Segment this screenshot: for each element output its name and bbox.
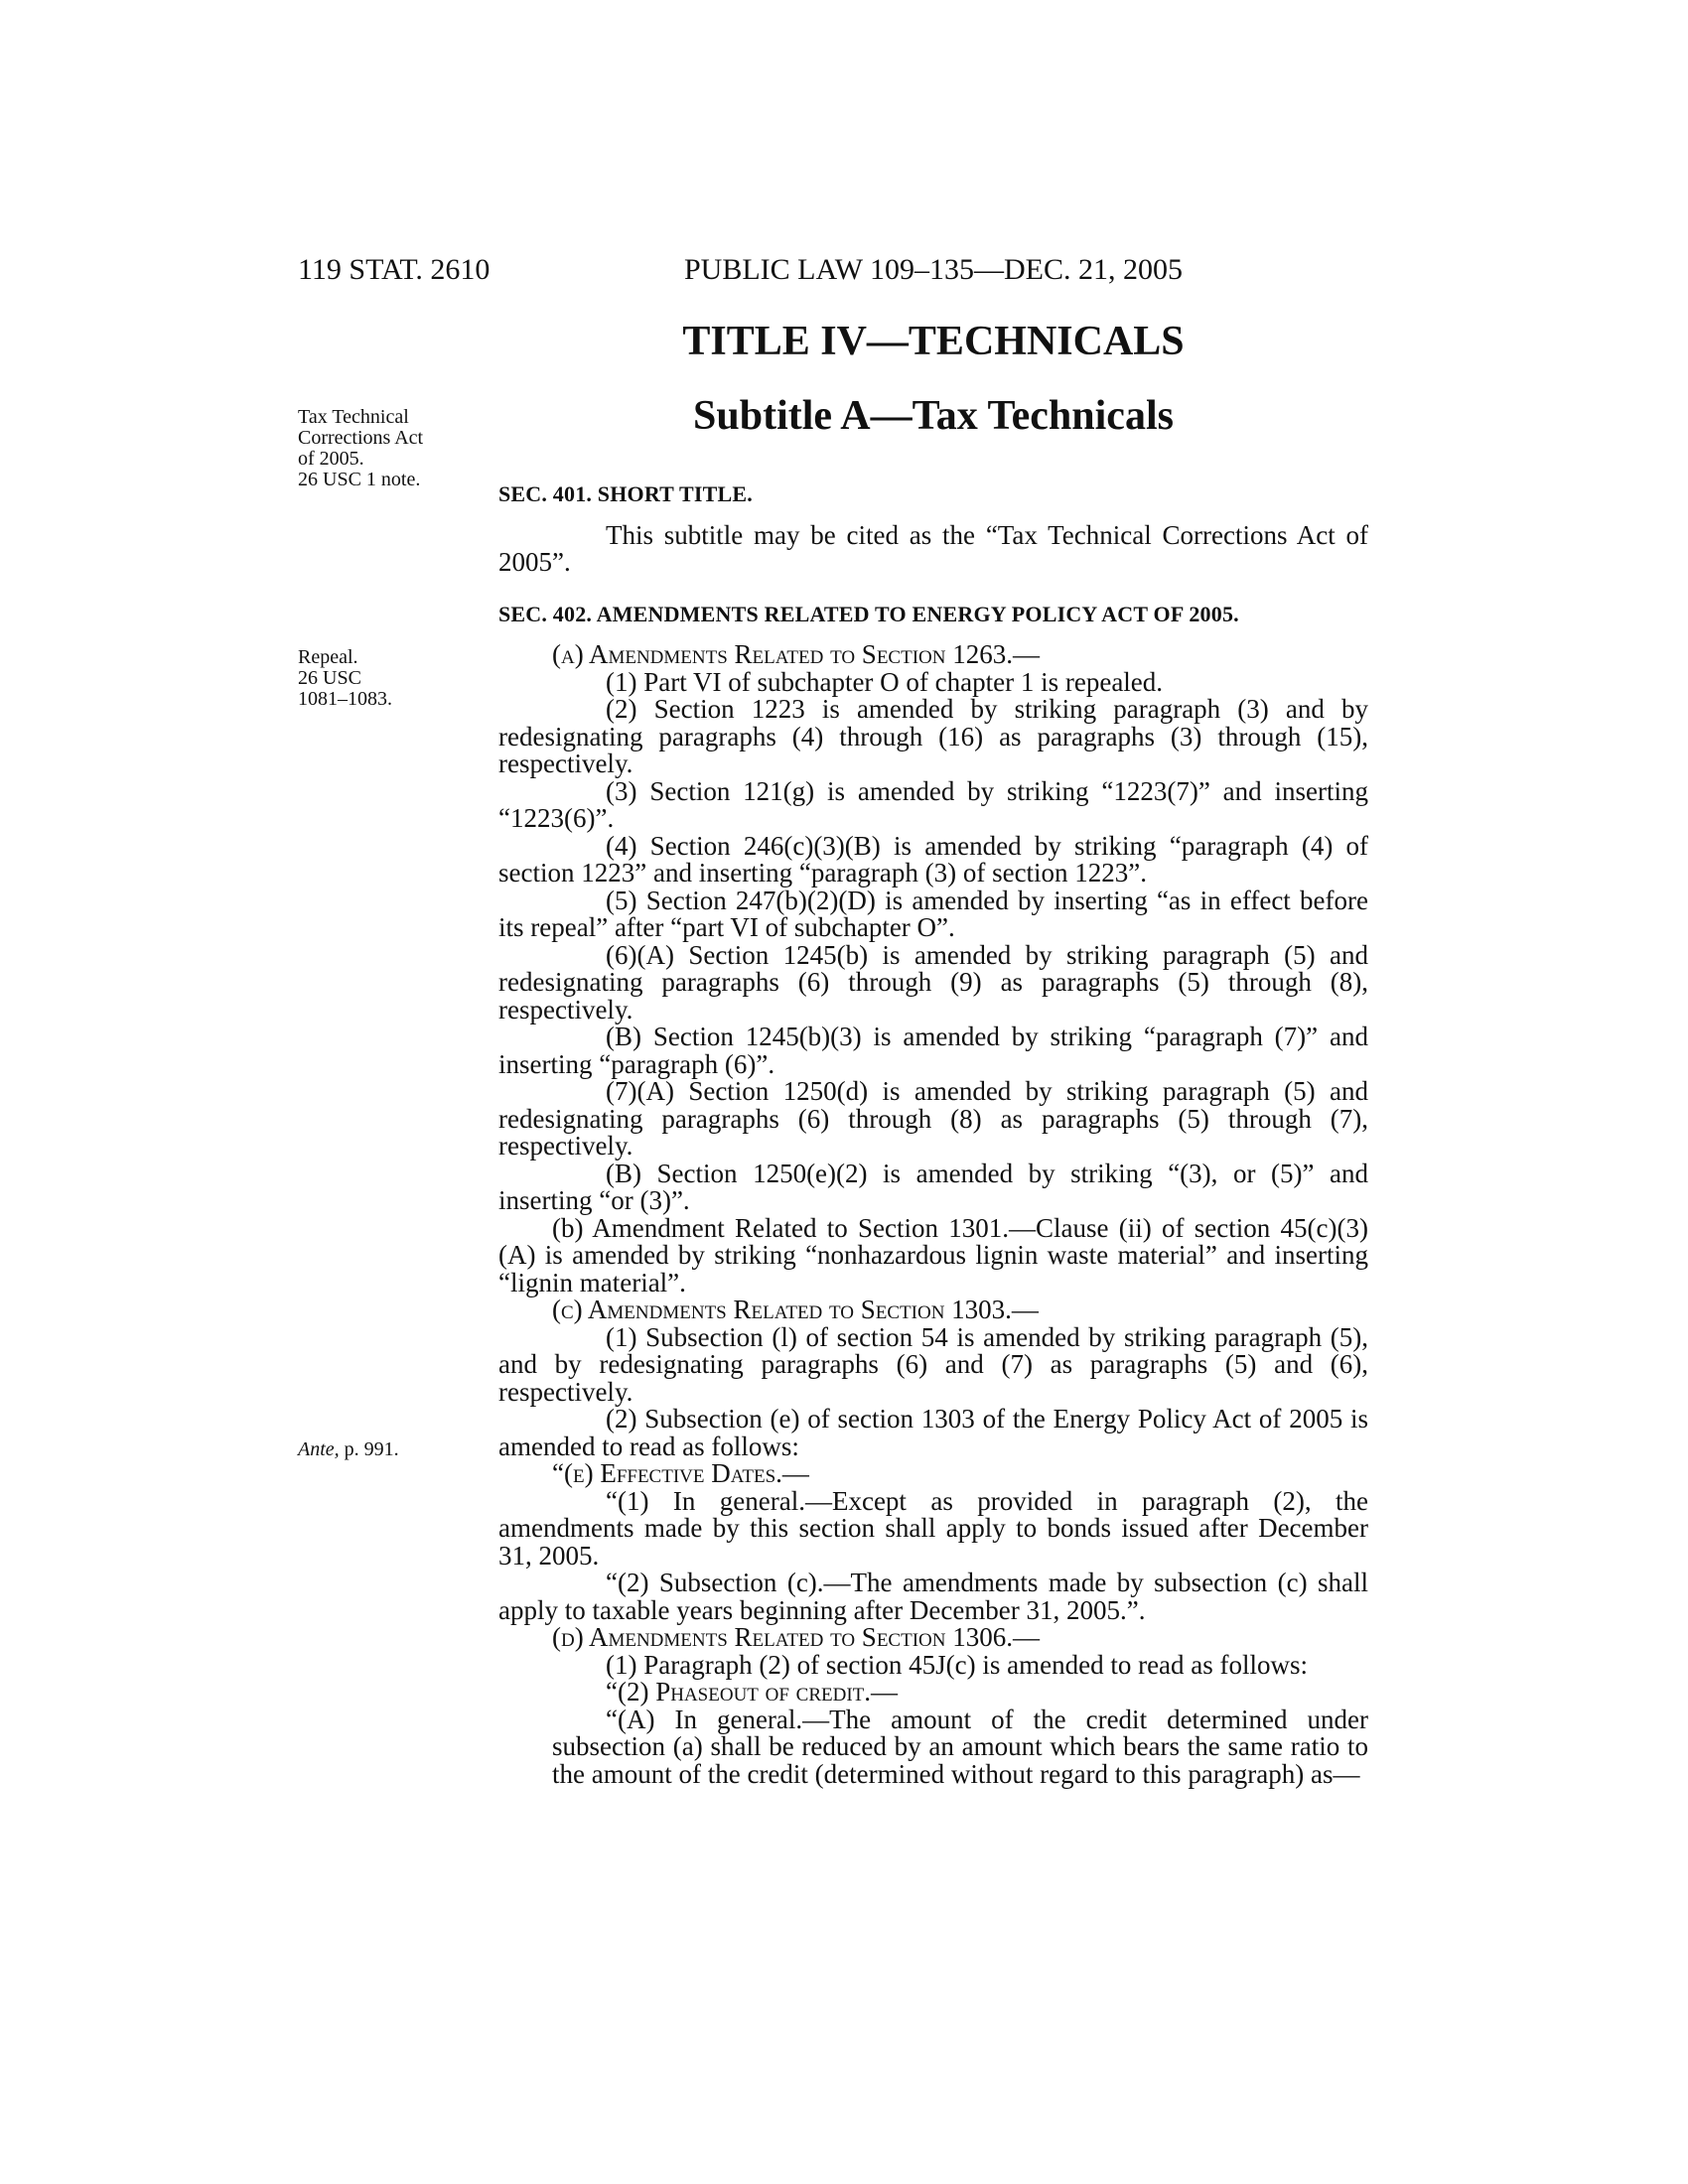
subtitle-heading: Subtitle A—Tax Technicals (693, 393, 1174, 439)
quoted-subparagraph-A: “(A) In general.—The amount of the credit determined under subsection (a) shall be reduced by an amount which bears the same ratio to the amount of the credit (determined without regard to this paragraph) as— (552, 1704, 1368, 1789)
stat-page-number: 119 STAT. 2610 (298, 253, 491, 286)
margin-note-ante-italic: Ante, (298, 1438, 340, 1460)
margin-note-line: 1081–1083. (298, 688, 392, 710)
paragraph-a7A: (7)(A) Section 1250(d) is amended by striking paragraph (5) and redesignating paragraphs (6) through (8) as paragraphs (5) through (7), respectively. (498, 1076, 1368, 1160)
quoted-paragraph-e1: “(1) In general.—Except as provided in paragraph (2), the amendments made by this section shall apply to bonds issued after December 31, 2005. (498, 1485, 1368, 1570)
paragraph-a3: (3) Section 121(g) is amended by striking “1223(7)” and inserting “1223(6)”. (498, 775, 1368, 833)
paragraph-a4: (4) Section 246(c)(3)(B) is amended by striking “paragraph (4) of section 1223” and inserting “paragraph (3) of section 1223”. (498, 830, 1368, 887)
margin-note-ante-page: p. 991. (339, 1438, 399, 1460)
margin-note-line: 26 USC 1 note. (298, 469, 421, 490)
paragraph-a5: (5) Section 247(b)(2)(D) is amended by inserting “as in effect before its repeal” after “part VI of subchapter O”. (498, 885, 1368, 942)
section-401-heading: SEC. 401. SHORT TITLE. (498, 481, 753, 506)
margin-note-line: Repeal. (298, 646, 358, 668)
section-402-heading: SEC. 402. AMENDMENTS RELATED TO ENERGY POLICY ACT OF 2005. (498, 601, 1239, 626)
subsection-b: (b) Amendment Related to Section 1301.—Clause (ii) of section 45(c)(3)(A) is amended by striking “nonhazardous lignin waste material” and inserting “lignin material”. (498, 1212, 1368, 1297)
title-heading: TITLE IV—TECHNICALS (682, 319, 1185, 364)
paragraph-c1: (1) Subsection (l) of section 54 is amended by striking paragraph (5), and by redesignating paragraphs (6) and (7) as paragraphs (5) and (6), respectively. (498, 1321, 1368, 1407)
quoted-subsection-e-heading: “(e) Effective Dates.— (552, 1458, 809, 1488)
running-header (0, 250, 1688, 290)
statute-body (498, 475, 1368, 1788)
subsection-d-heading: (d) Amendments Related to Section 1306.— (552, 1622, 1040, 1652)
subsection-a-heading: (a) Amendments Related to Section 1263.— (552, 639, 1040, 669)
quoted-paragraph-e2: “(2) Subsection (c).—The amendments made by subsection (c) shall apply to taxable years beginning after December 31, 2005.”. (498, 1568, 1368, 1625)
margin-note-line: Corrections Act (298, 427, 424, 449)
paragraph-a2: (2) Section 1223 is amended by striking paragraph (3) and by redesignating paragraphs (4) through (16) as paragraphs (3) through (15), respectively. (498, 694, 1368, 778)
public-law-citation: PUBLIC LAW 109–135—DEC. 21, 2005 (683, 253, 1184, 286)
section-401-text: This subtitle may be cited as the “Tax Technical Corrections Act of 2005”. (498, 519, 1368, 577)
margin-note-line: Tax Technical (298, 406, 409, 428)
margin-note-ante (298, 1439, 472, 1460)
subsection-c-heading: (c) Amendments Related to Section 1303.— (552, 1295, 1039, 1324)
margin-note-line: 26 USC (298, 667, 361, 689)
margin-note-short-title (298, 407, 472, 490)
paragraph-c2: (2) Subsection (e) of section 1303 of the Energy Policy Act of 2005 is amended to read as follows: (498, 1404, 1368, 1461)
paragraph-a6A: (6)(A) Section 1245(b) is amended by striking paragraph (5) and redesignating paragraphs (6) through (9) as paragraphs (5) through (8), respectively. (498, 939, 1368, 1024)
paragraph-d1: (1) Paragraph (2) of section 45J(c) is amended to read as follows: (606, 1649, 1309, 1680)
paragraph-a7B: (B) Section 1250(e)(2) is amended by striking “(3), or (5)” and inserting “or (3)”. (498, 1158, 1368, 1215)
paragraph-a6B: (B) Section 1245(b)(3) is amended by striking “paragraph (7)” and inserting “paragraph (6)”. (498, 1022, 1368, 1079)
quoted-paragraph-2-heading: “(2) Phaseout of credit.— (606, 1677, 899, 1706)
margin-note-line: of 2005. (298, 448, 364, 470)
margin-note-repeal (298, 647, 472, 710)
paragraph-a1: (1) Part VI of subchapter O of chapter 1 is repealed. (606, 666, 1164, 697)
